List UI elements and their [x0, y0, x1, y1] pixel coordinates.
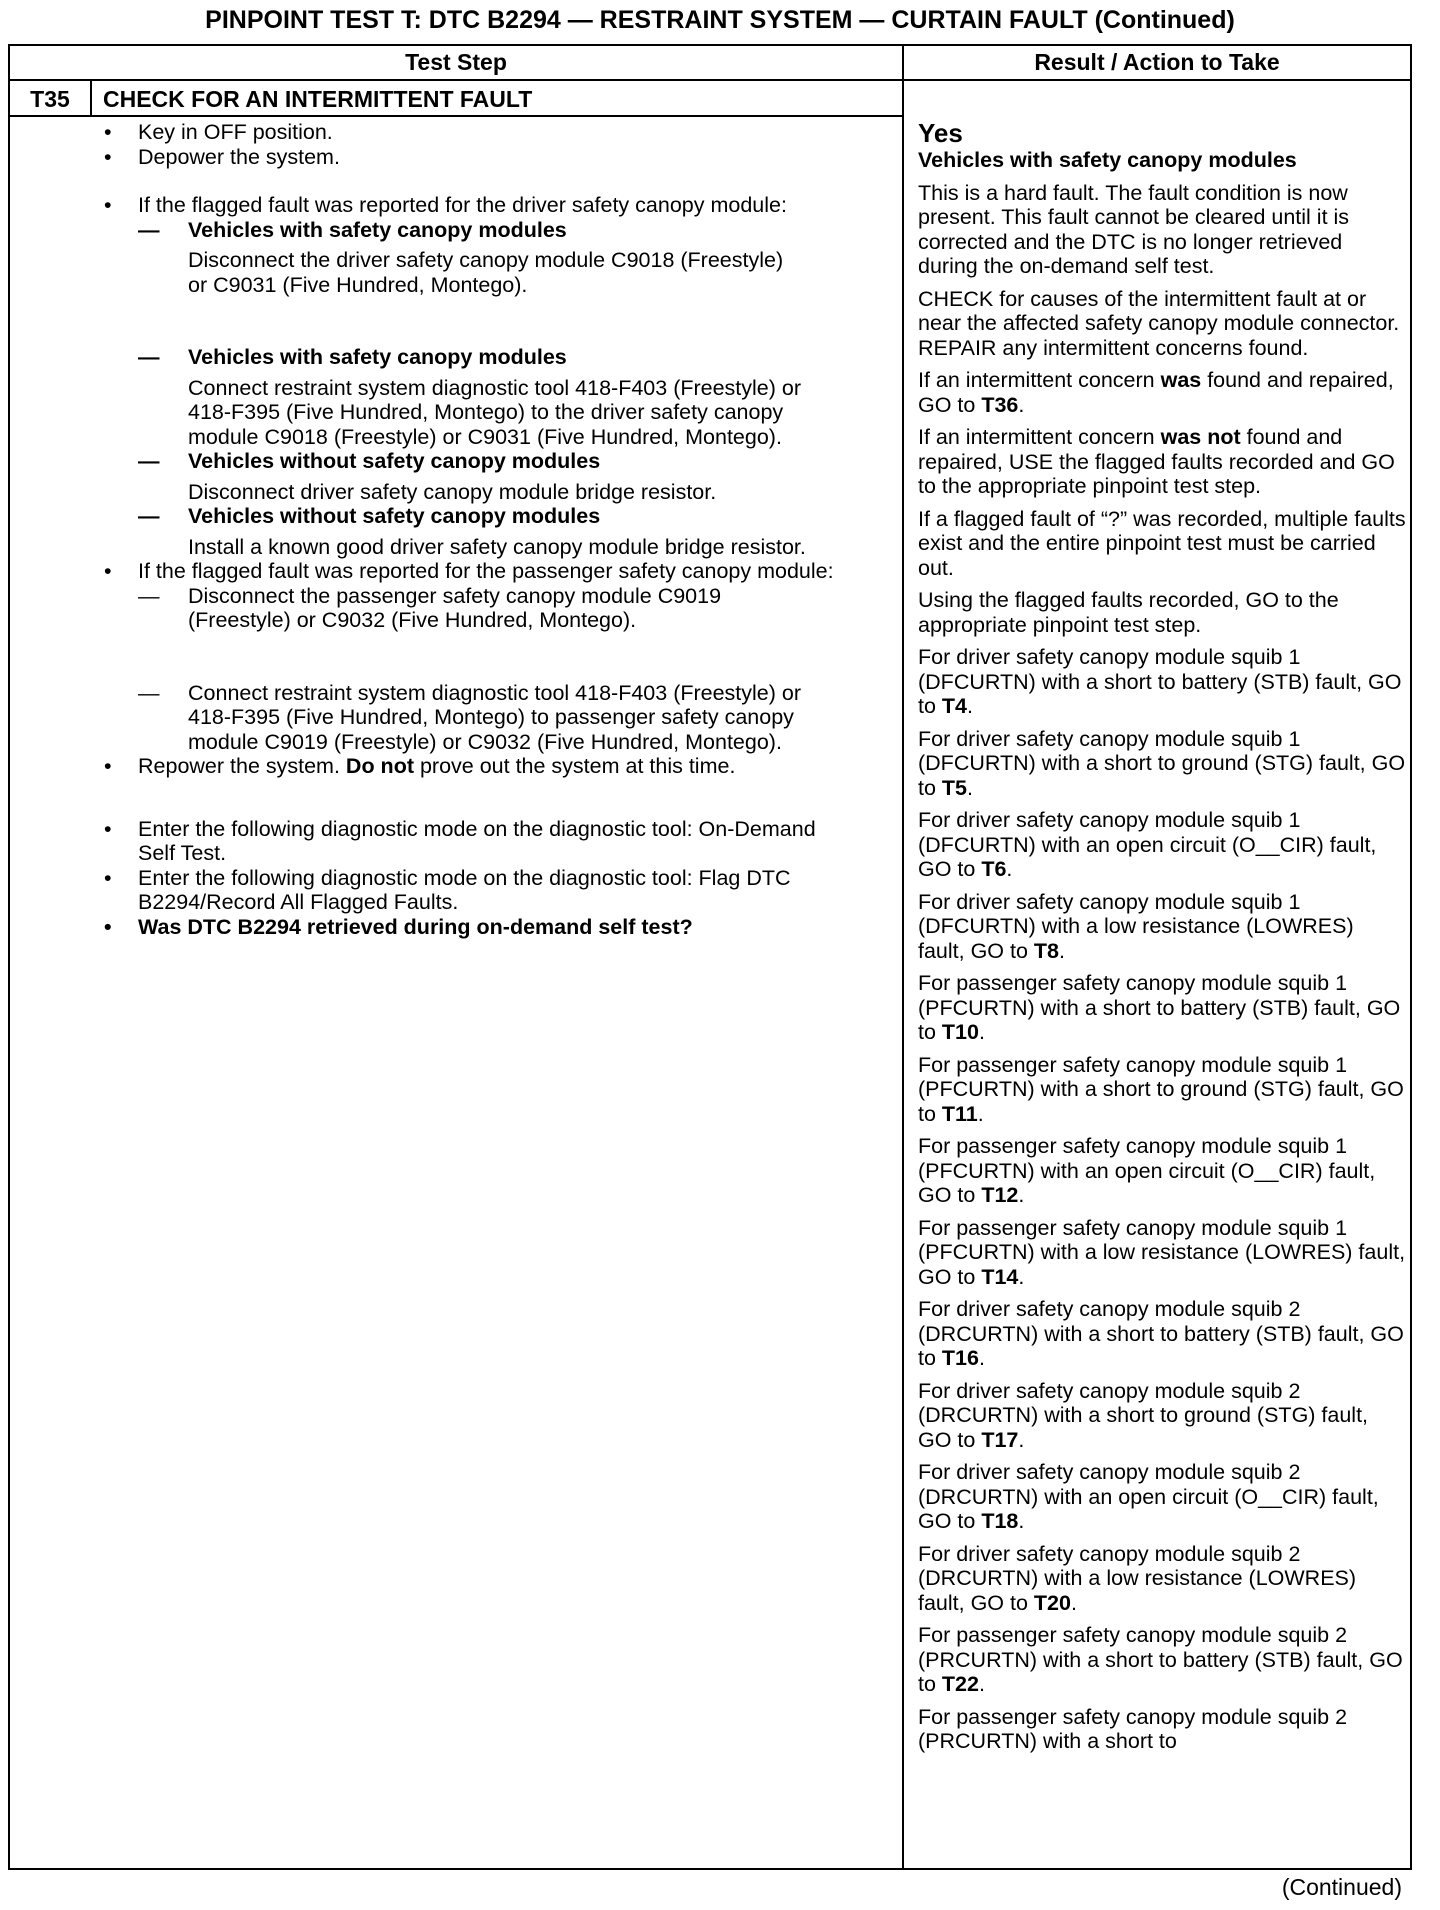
fault-entry-period: .: [967, 775, 973, 800]
driver-disconnect-resistor-step: Disconnect driver safety canopy module bridge resistor.: [188, 479, 717, 504]
repower-text-end: prove out the system at this time.: [413, 754, 736, 778]
fault-entry-text: For driver safety canopy module squib 2 (DRCURTN) with an open circuit (O__CIR) fault, GO to: [918, 1460, 1379, 1533]
fault-target-link[interactable]: T8: [1033, 938, 1060, 963]
found-mid: found and repaired, GO to: [918, 368, 1394, 417]
step-on-demand-self-test: • Enter the following diagnostic mode on the diagnostic tool: On-Demand Self Test.: [100, 817, 838, 866]
fault-target-link[interactable]: T20: [1033, 1590, 1071, 1615]
fault-entry-text: For driver safety canopy module squib 2 (DRCURTN) with a short to battery (STB) fault, GO to: [918, 1297, 1404, 1370]
fault-entry-period: .: [978, 1672, 985, 1696]
fault-entry: [918, 727, 1406, 801]
fault-target-link[interactable]: T4: [941, 694, 967, 718]
fault-entry-text: For driver safety canopy module squib 1 (DFCURTN) with a short to ground (STG) fault, GO to: [918, 726, 1406, 800]
repower-emphasis: Do not: [345, 754, 414, 778]
fault-entry-period: .: [1018, 1264, 1025, 1289]
header-result: Result / Action to Take: [1034, 49, 1280, 75]
step-id-divider: [90, 80, 92, 116]
dash-mark: —: [138, 680, 160, 705]
fault-list: [918, 645, 1406, 1754]
fault-target-link[interactable]: T16: [941, 1346, 979, 1370]
fault-entry-period: .: [967, 694, 973, 718]
fault-entry-period: .: [1018, 1509, 1025, 1533]
notfound-pre: If an intermittent concern: [918, 425, 1161, 449]
header-test-step: Test Step: [405, 49, 507, 75]
fault-target-link[interactable]: T5: [941, 775, 967, 800]
fault-entry: [918, 1134, 1406, 1208]
check-text: CHECK for causes of the intermittent fault at or near the affected safety canopy module connector. REPAIR any intermittent concerns found.: [918, 286, 1400, 360]
fault-target-link[interactable]: T17: [981, 1427, 1019, 1452]
fault-entry-text: For driver safety canopy module squib 1 (DFCURTN) with an open circuit (O__CIR) fault, GO to: [918, 808, 1377, 881]
step-depower: • Depower the system.: [100, 145, 900, 170]
dash-heading-text: Vehicles without safety canopy modules: [188, 504, 601, 528]
fault-target-link[interactable]: T22: [941, 1672, 979, 1696]
passenger-disconnect-step: [100, 584, 768, 633]
test-step-content: [100, 120, 900, 939]
fault-entry: [918, 1460, 1406, 1534]
fault-target-link[interactable]: T14: [981, 1264, 1019, 1289]
notfound-post: found and repaired, USE the flagged faults recorded and GO to the appropriate pinpoint test step.: [918, 425, 1395, 498]
fault-entry-period: .: [1018, 1427, 1025, 1452]
step-flag-dtc: • Enter the following diagnostic mode on the diagnostic tool: Flag DTC B2294/Record All Flagged Faults.: [100, 866, 898, 915]
dash-mark: —: [138, 504, 160, 528]
driver-without-canopy-heading-2: [100, 504, 900, 529]
dash-heading-text: Vehicles with safety canopy modules: [188, 217, 567, 242]
fault-entry-period: .: [978, 1020, 985, 1044]
fault-target-link[interactable]: T11: [941, 1101, 978, 1126]
fault-entry-text: For passenger safety canopy module squib 1 (PFCURTN) with an open circuit (O__CIR) fault, GO to: [918, 1134, 1376, 1207]
dash-mark: —: [138, 583, 160, 608]
fault-entry-text: For driver safety canopy module squib 1 (DFCURTN) with a short to battery (STB) fault, GO to: [918, 645, 1402, 718]
fault-entry-period: .: [1070, 1590, 1077, 1615]
fault-entry: [918, 1216, 1406, 1290]
fault-entry: [918, 1623, 1406, 1697]
passenger-disconnect-text: Disconnect the passenger safety canopy module C9019 (Freestyle) or C9032 (Five Hundred, Montego).: [188, 583, 722, 632]
fault-entry: [918, 890, 1406, 964]
fault-entry: [918, 808, 1406, 882]
step-passenger-flagged: • If the flagged fault was reported for the passenger safety canopy module:: [100, 559, 918, 584]
found-end: .: [1018, 392, 1025, 417]
column-divider: [902, 44, 904, 1870]
passenger-connect-tool-step: [100, 681, 808, 755]
fault-entry: [918, 1705, 1406, 1754]
found-text: [918, 368, 1406, 417]
fault-entry-text: For passenger safety canopy module squib 2 (PRCURTN) with a short to battery (STB) fault, GO to: [918, 1623, 1403, 1696]
fault-target-link[interactable]: T12: [981, 1183, 1019, 1207]
found-target-link[interactable]: T36: [981, 392, 1019, 417]
yes-label: Yes: [918, 118, 963, 148]
fault-entry-period: .: [978, 1346, 985, 1370]
dash-mark: —: [138, 217, 160, 242]
driver-disconnect-step: Disconnect the driver safety canopy module C9018 (Freestyle) or C9031 (Five Hundred, Montego).: [188, 248, 784, 297]
fault-entry: [918, 971, 1406, 1045]
dash-heading-text: Vehicles with safety canopy modules: [188, 345, 567, 369]
fault-entry: [918, 1542, 1406, 1616]
fault-entry-text: For passenger safety canopy module squib 2 (PRCURTN) with a short to: [918, 1704, 1348, 1753]
hard-fault-text: This is a hard fault. The fault condition is now present. This fault cannot be cleared until it is corrected and the DTC is no longer retrieved during the on-demand self test.: [918, 180, 1350, 278]
result-content: [918, 118, 1406, 1762]
not-found-text: [918, 425, 1406, 499]
multiple-faults-text: If a flagged fault of “?” was recorded, multiple faults exist and the entire pinpoint test must be carried out.: [918, 506, 1406, 580]
fault-entry: [918, 645, 1406, 719]
fault-entry-period: .: [1059, 938, 1065, 963]
fault-entry-text: For driver safety canopy module squib 2 (DRCURTN) with a low resistance (LOWRES) fault, GO to: [918, 1541, 1357, 1615]
fault-entry: [918, 1053, 1406, 1127]
fault-entry-text: For passenger safety canopy module squib 1 (PFCURTN) with a low resistance (LOWRES) fault, GO to: [918, 1215, 1406, 1289]
found-pre: If an intermittent concern: [918, 368, 1161, 392]
fault-target-link[interactable]: T10: [941, 1020, 979, 1044]
step-key-off: • Key in OFF position.: [100, 120, 900, 145]
fault-entry-text: For driver safety canopy module squib 2 (DRCURTN) with a short to ground (STG) fault, GO to: [918, 1378, 1369, 1452]
step-question: • Was DTC B2294 retrieved during on-demand self test?: [100, 915, 900, 940]
dash-heading-text: Vehicles without safety canopy modules: [188, 449, 601, 473]
header-rule: [8, 79, 1412, 81]
fault-entry-text: For passenger safety canopy module squib 1 (PFCURTN) with a short to battery (STB) fault, GO to: [918, 971, 1401, 1044]
step-row-rule: [8, 115, 904, 117]
dash-mark: —: [138, 449, 160, 473]
fault-entry-period: .: [977, 1101, 984, 1126]
fault-entry-period: .: [1006, 857, 1013, 881]
yes-subheading: Vehicles with safety canopy modules: [918, 148, 1297, 172]
step-title: CHECK FOR AN INTERMITTENT FAULT: [103, 86, 533, 112]
using-flagged-text: Using the flagged faults recorded, GO to the appropriate pinpoint test step.: [918, 588, 1339, 637]
continued-label: (Continued): [1281, 1874, 1402, 1900]
notfound-emphasis: was not: [1160, 425, 1241, 449]
fault-entry: [918, 1297, 1406, 1371]
step-id: T35: [30, 86, 70, 112]
fault-entry-period: .: [1018, 1183, 1025, 1207]
found-emphasis: was: [1160, 368, 1202, 392]
driver-with-canopy-heading: [100, 218, 900, 243]
driver-install-resistor-step: Install a known good driver safety canopy module bridge resistor.: [188, 534, 806, 559]
repower-text: Repower the system.: [138, 754, 346, 778]
driver-with-canopy-heading-2: [100, 345, 900, 370]
driver-without-canopy-heading: [100, 449, 900, 474]
page-title: PINPOINT TEST T: DTC B2294 — RESTRAINT SYSTEM — CURTAIN FAULT (Continued): [205, 6, 1235, 34]
step-driver-flagged: • If the flagged fault was reported for the driver safety canopy module:: [100, 193, 858, 218]
step-repower: [100, 754, 900, 779]
driver-connect-tool-step: Connect restraint system diagnostic tool 418-F403 (Freestyle) or 418-F395 (Five Hundred, Montego) to the driver safety canopy module C9018 (Freestyle) or C9031 (Five Hundred, Montego).: [188, 375, 802, 449]
fault-entry-text: For driver safety canopy module squib 1 (DFCURTN) with a low resistance (LOWRES) fault, GO to: [918, 889, 1354, 963]
fault-entry: [918, 1379, 1406, 1453]
passenger-connect-text: Connect restraint system diagnostic tool 418-F403 (Freestyle) or 418-F395 (Five Hundred, Montego) to passenger safety canopy module C9019 (Freestyle) or C9032 (Five Hundred, Montego).: [188, 680, 802, 754]
dash-mark: —: [138, 345, 160, 369]
fault-target-link[interactable]: T18: [981, 1509, 1019, 1533]
fault-entry-text: For passenger safety canopy module squib 1 (PFCURTN) with a short to ground (STG) fault, GO to: [918, 1052, 1404, 1126]
fault-target-link[interactable]: T6: [981, 857, 1007, 881]
